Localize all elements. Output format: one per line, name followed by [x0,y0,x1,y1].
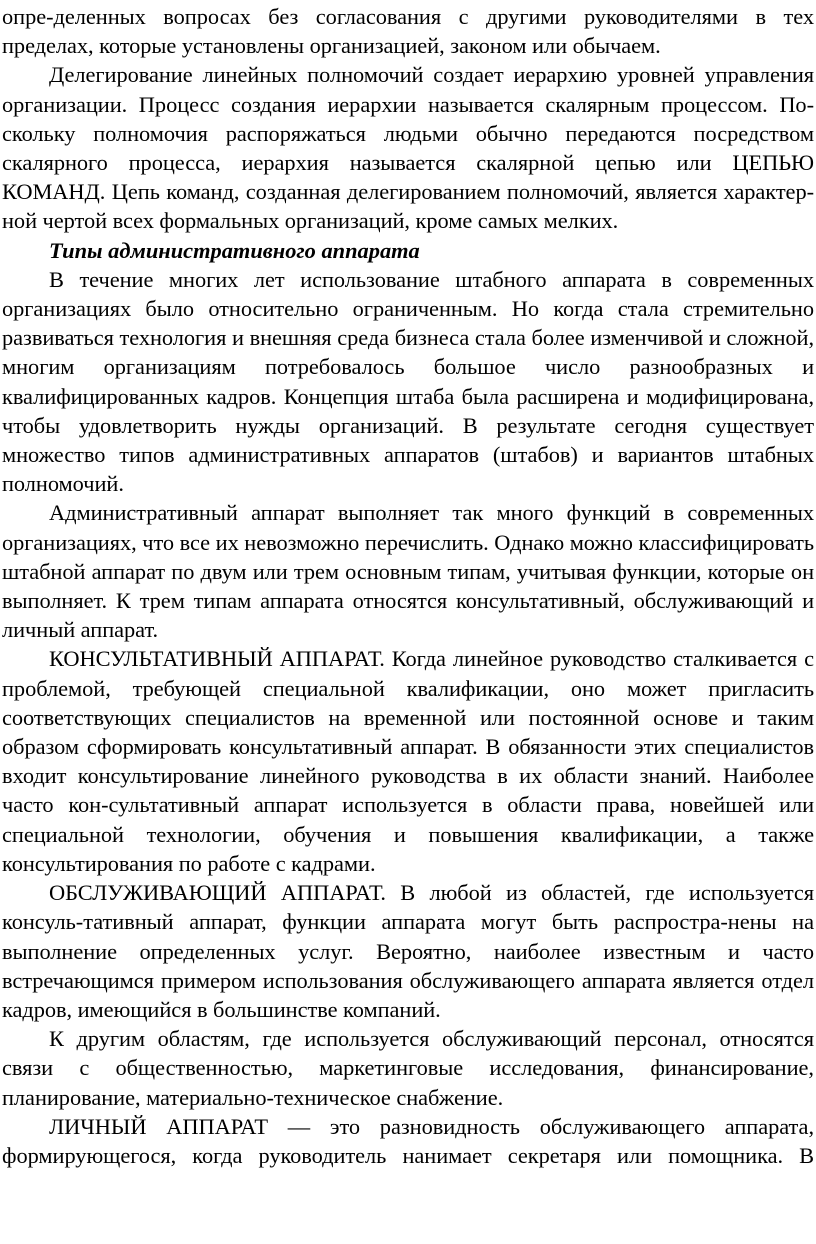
paragraph-staff-types: Административный аппарат выполняет так много функций в современных организациях, что все их невозможно перечислить. Однако можно классифицировать штабной аппарат по двум или трем основным типам, учитывая функции, которые он выполняет. К трем типам аппарата относятся консультативный, обслуживающий и личный аппарат. [2,500,814,643]
paragraph-advisory-staff: КОНСУЛЬТАТИВНЫЙ АППАРАТ. Когда линейное руководство сталкивается с проблемой, требующей специальной квалификации, оно может пригласить соответствующих специалистов на временной или постоянной основе и таким образом сформировать консультативный аппарат. В обязанности этих специалистов входит консультирование линейного руководства в их области знаний. Наиболее часто кон-сультативный аппарат используется в области права, новейшей или специальной технологии, обучения и повышения квалификации, а также консультирования по работе с кадрами. [2,646,814,876]
paragraph-staff-history: В течение многих лет использование штабного аппарата в современных организациях было относительно ограниченным. Но когда стала стремительно развиваться технология и внешняя среда бизнеса стала более изменчивой и сложной, многим организациям потребовалось большое число разнообразных и квалифицированных кадров. Концепция штаба была расширена и модифицирована, чтобы удовлетворить нужды организаций. В результате сегодня существует множество типов административных аппаратов (штабов) и вариантов штабных полномочий. [2,266,814,497]
paragraph-delegation: Делегирование линейных полномочий создает иерархию уровней управления организации. Процесс создания иерархии называется скалярным процессом. По-скольку полномочия распоряжаться людьми обычно передаются посредством скалярного процесса, иерархия называется скалярной цепью или ЦЕПЬЮ КОМАНД. Цепь команд, созданная делегированием полномочий, является характер-ной чертой всех формальных организаций, кроме самых мелких. [2,62,814,234]
section-heading: Типы административного аппарата [49,237,420,263]
paragraph-other-areas: К другим областям, где используется обслуживающий персонал, относятся связи с общественностью, маркетинговые исследования, финансирование, планирование, материально-техническое снабжение. [2,1026,814,1110]
paragraph-personal-staff: ЛИЧНЫЙ АППАРАТ — это разновидность обслуживающего аппарата, формирующегося, когда руководитель нанимает секретаря или помощника. В [2,1113,814,1168]
paragraph-service-staff: ОБСЛУЖИВАЮЩИЙ АППАРАТ. В любой из областей, где используется консуль-тативный аппарат, функции аппарата могут быть распростра-нены на выполнение определенных услуг. Вероятно, наиболее известным и часто встречающимся примером использования обслуживающего аппарата является отдел кадров, имеющийся в большинстве компаний. [2,880,814,1022]
paragraph-continuation: опре-деленных вопросах без согласования с другими руководителями в тех пределах, которые установлены организацией, законом или обычаем. [2,4,814,59]
